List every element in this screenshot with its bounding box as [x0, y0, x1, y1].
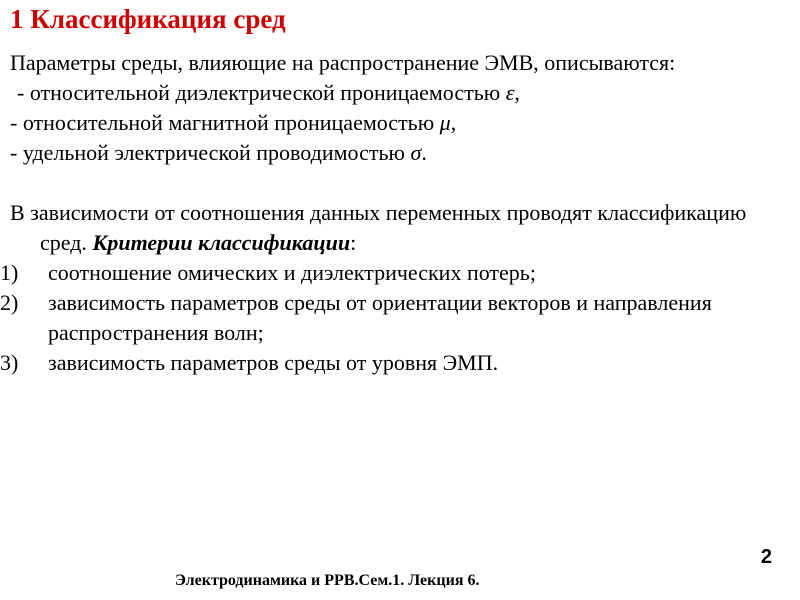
param-symbol: σ — [410, 140, 422, 165]
list-item — [0, 258, 790, 288]
param-item-conductivity — [10, 138, 790, 168]
param-suffix: . — [421, 140, 427, 165]
list-number: 2) — [0, 290, 19, 315]
param-symbol: ε — [505, 80, 515, 105]
page-number: 2 — [760, 546, 772, 568]
intro-paragraph: Параметры среды, влияющие на распространение ЭМВ, описываются: — [10, 50, 676, 75]
spacer — [10, 168, 790, 198]
param-item-permittivity — [10, 78, 790, 108]
param-text: - относительной магнитной проницаемостью — [10, 110, 440, 135]
list-item — [0, 348, 790, 378]
classification-paragraph — [10, 198, 790, 258]
classification-text: В зависимости от соотношения данных переменных проводят классификацию сред. — [10, 200, 747, 255]
slide-title: 1 Классификация сред — [10, 4, 286, 34]
param-suffix: , — [514, 80, 520, 105]
param-suffix: , — [450, 110, 457, 135]
list-text: зависимость параметров среды от уровня ЭМП. — [48, 350, 499, 375]
list-item — [0, 288, 790, 348]
slide-body — [0, 48, 790, 378]
list-text: соотношение омических и диэлектрических потерь; — [48, 260, 536, 285]
param-text: - относительной диэлектрической проницаемостью — [17, 80, 506, 105]
param-text: - удельной электрической проводимостью — [10, 140, 411, 165]
list-text: зависимость параметров среды от ориентации векторов и направления распространения волн; — [48, 290, 712, 345]
criteria-label: Критерии классификации — [92, 230, 351, 255]
criteria-colon: : — [350, 230, 357, 255]
param-item-permeability — [10, 108, 790, 138]
list-number: 1) — [0, 260, 19, 285]
criteria-list — [0, 258, 790, 378]
list-number: 3) — [0, 350, 19, 375]
param-symbol: μ — [439, 110, 451, 135]
footer-text: Электродинамика и РРВ.Сем.1. Лекция 6. — [175, 572, 480, 589]
